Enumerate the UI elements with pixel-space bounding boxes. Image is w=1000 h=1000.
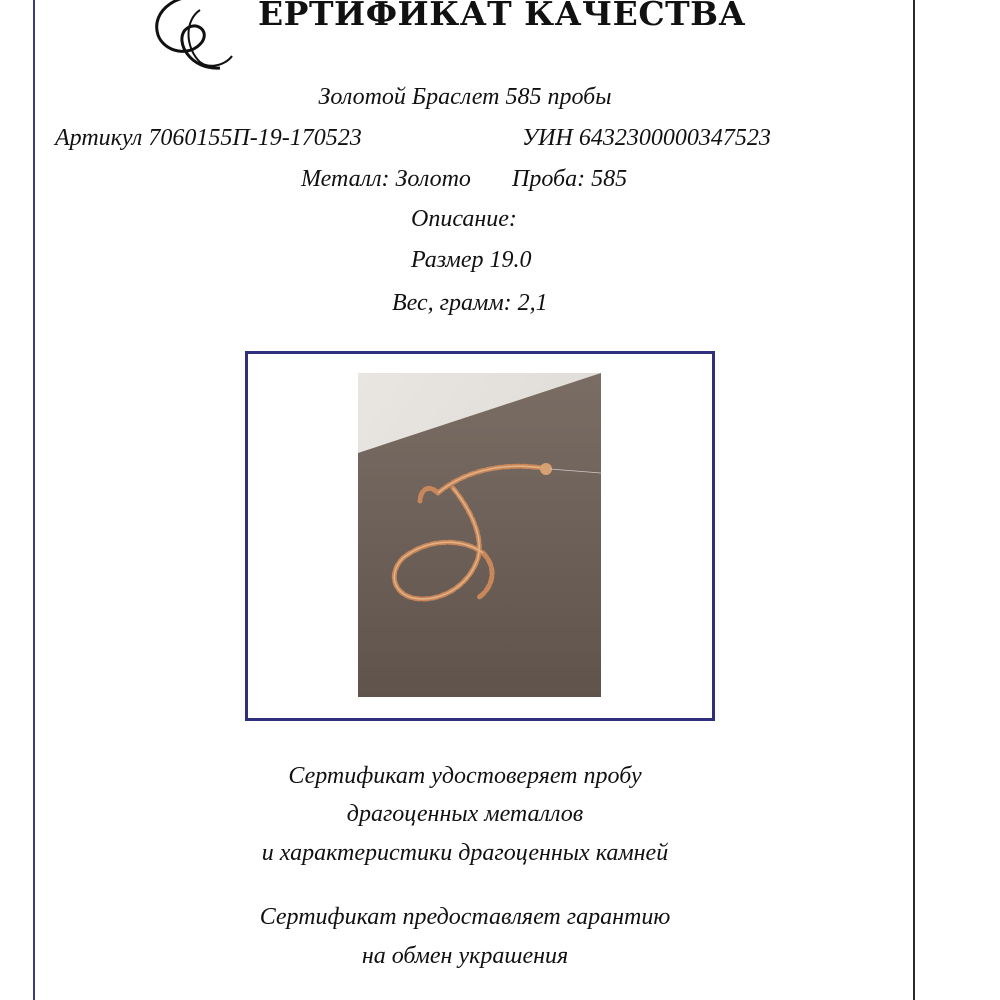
description-label: Описание: <box>411 206 517 232</box>
guarantee-line-1: Сертификат предоставляет гарантию <box>259 904 671 930</box>
statement-line-1: Сертификат удостоверяет пробу <box>288 763 642 789</box>
monogram-logo <box>140 0 250 75</box>
guarantee-line-2: на обмен украшения <box>361 943 569 969</box>
product-name: Золотой Браслет 585 пробы <box>318 84 612 110</box>
uin-number: УИН 6432300000347523 <box>522 125 771 151</box>
weight-value: Вес, грамм: 2,1 <box>392 290 548 316</box>
certificate-title: ЕРТИФИКАТ КАЧЕСТВА <box>258 0 746 33</box>
product-photo-frame <box>245 351 715 721</box>
metal-value: Металл: Золото <box>301 166 471 192</box>
statement-line-3: и характеристики драгоценных камней <box>261 840 669 866</box>
bracelet-image <box>358 373 601 697</box>
assay-value: Проба: 585 <box>512 166 628 192</box>
bracelet-photo <box>358 373 601 697</box>
statement-line-2: драгоценных металлов <box>346 801 584 827</box>
size-value: Размер 19.0 <box>411 247 532 273</box>
article-number: Артикул 7060155П-19-170523 <box>55 125 362 151</box>
